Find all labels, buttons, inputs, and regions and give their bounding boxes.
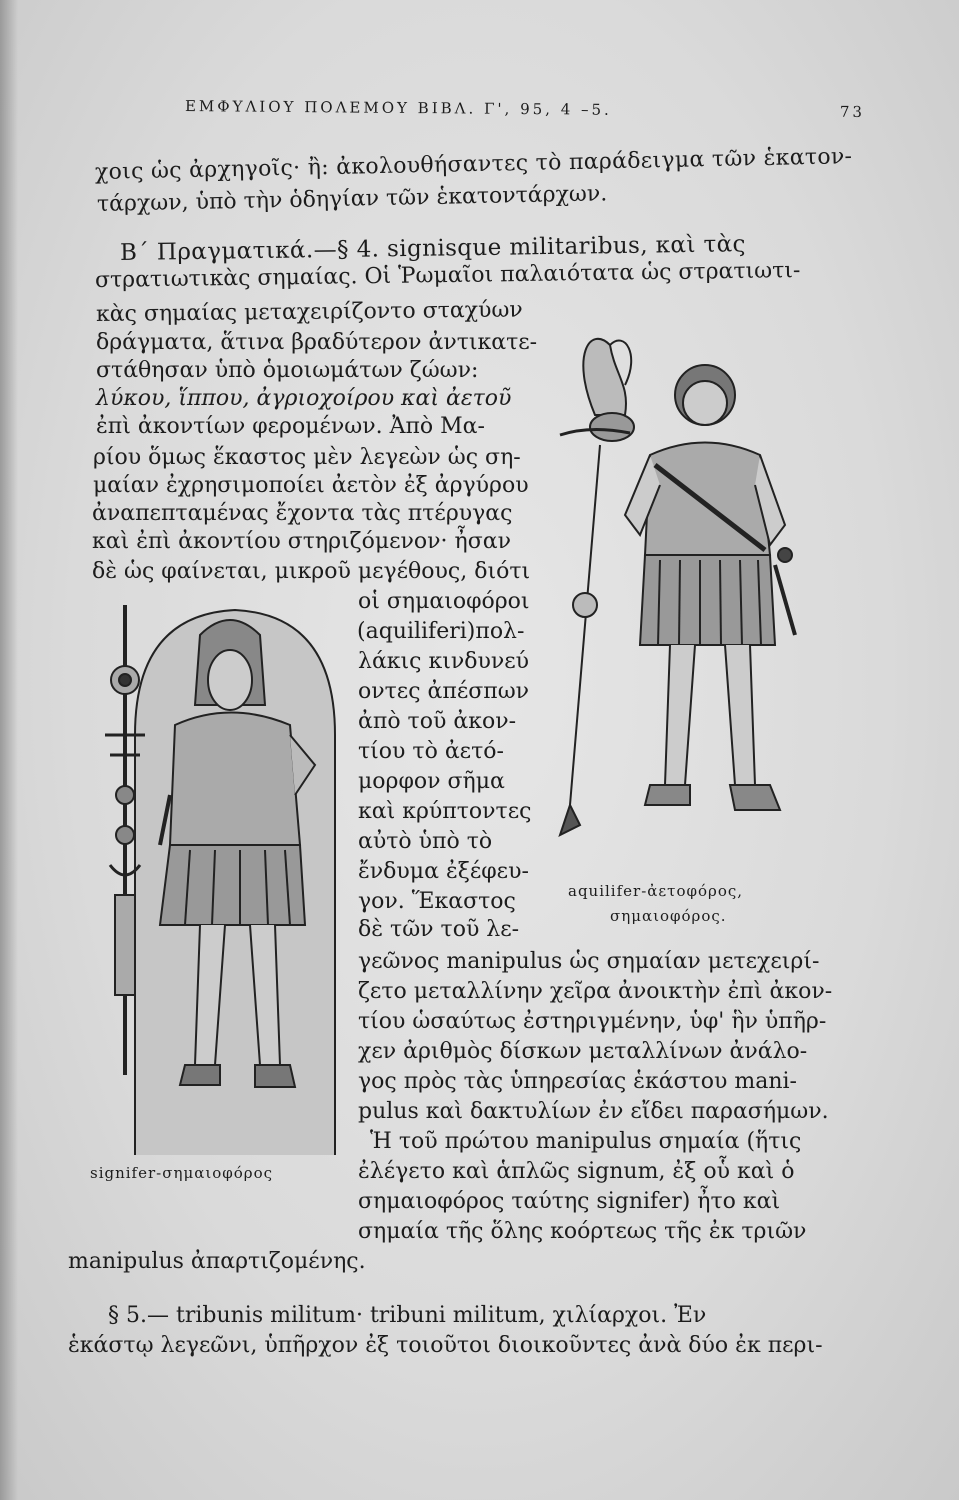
text-line: Ἡ τοῦ πρώτου manipulus σημαία (ἥτις (370, 1129, 802, 1154)
text-line: ἑκάστῳ λεγεῶνι, ὑπῆρχον ἐξ τοιοῦτοι διοικοῦντες ἀνὰ δύο ἐκ περι- (68, 1333, 823, 1358)
text-line: λύκου, ἵππου, ἀγριοχοίρου καὶ ἀετοῦ (96, 386, 512, 411)
text-line: manipulus ἀπαρτιζομένης. (68, 1249, 366, 1274)
text-line: οντες ἀπέσπων (358, 679, 530, 704)
text-line: ἐλέγετο καὶ ἁπλῶς signum, ἐξ οὗ καὶ ὁ (358, 1159, 795, 1184)
running-header (185, 97, 865, 121)
text-line: καὶ κρύπτοντες (358, 799, 532, 824)
text-line: μαίαν ἐχρησιμοποίει ἀετὸν ἐξ ἀργύρου (93, 473, 529, 498)
section-heading-line: Β΄ Πραγματικά.—§ 4. signisque militaribus, καὶ τὰς (119, 231, 747, 266)
text-line: δὲ τῶν τοῦ λε- (358, 917, 520, 942)
text-line: οἱ σημαιοφόροι (358, 589, 530, 614)
text-line: ζετο μεταλλίνην χεῖρα ἀνοικτὴν ἐπὶ ἀκον- (358, 979, 833, 1004)
text-line: χοις ὡς ἀρχηγοῖς· ἢ: ἀκολουθήσαντες τὸ παράδειγμα τῶν ἑκατον- (94, 144, 853, 185)
running-title: ΕΜΦΥΛΙΟΥ ΠΟΛΕΜΟΥ ΒΙΒΛ. Γ', 95, 4 –5. (184, 97, 612, 119)
text-line: σημαία τῆς ὅλης κοόρτεως τῆς ἐκ τριῶν (358, 1219, 807, 1244)
caption-signifer: signifer-σημαιοφόρος (90, 1164, 274, 1182)
caption-aquilifer-2: σημαιοφόρος. (610, 907, 727, 925)
text-line: χεν ἀριθμὸς δίσκων μεταλλίνων ἀνάλο- (358, 1039, 808, 1064)
caption-aquilifer: aquilifer-ἀετοφόρος, (568, 882, 744, 900)
text-line: τίου τὸ ἀετό- (358, 739, 504, 764)
text-line: ρίου ὅμως ἕκαστος μὲν λεγεὼν ὡς ση- (93, 445, 521, 470)
text-line: pulus καὶ δακτυλίων ἐν εἴδει παρασήμων. (358, 1099, 829, 1124)
signifer-illustration (90, 595, 345, 1155)
text-line: δὲ ὡς φαίνεται, μικροῦ μεγέθους, διότι (92, 559, 531, 584)
text-line: γον. Ἕκαστος (358, 889, 516, 914)
text-line: τίου ὡσαύτως ἐστηριγμένην, ὑφ' ἣν ὑπῆρ- (358, 1009, 827, 1034)
text-line: δράγματα, ἅτινα βραδύτερον ἀντικατε- (96, 330, 538, 355)
text-line: μορφον σῆμα (358, 769, 505, 794)
text-line: ἐπὶ ἀκοντίων φερομένων. Ἀπὸ Μα- (96, 414, 485, 439)
text-line: (aquiliferi)πολ- (357, 619, 525, 644)
text-line: γεῶνος manipulus ὡς σημαίαν μετεχειρί- (358, 949, 820, 974)
text-line: κὰς σημαίας μεταχειρίζοντο σταχύων (95, 297, 523, 327)
text-line: στάθησαν ὑπὸ ὁμοιωμάτων ζώων: (96, 358, 479, 383)
text-line: γος πρὸς τὰς ὑπηρεσίας ἑκάστου mani- (358, 1069, 797, 1094)
text-line: ἀπὸ τοῦ ἀκον- (358, 709, 516, 734)
page-number: 73 (839, 102, 866, 121)
text-line: στρατιωτικὰς σημαίας. Οἱ Ῥωμαῖοι παλαιότατα ὡς στρατιωτι- (94, 258, 801, 293)
text-line: αὐτὸ ὑπὸ τὸ (358, 829, 493, 854)
aquilifer-illustration (530, 315, 840, 875)
text-line: σημαιοφόρος ταύτης signifer) ἦτο καὶ (358, 1189, 781, 1214)
text-line: ἀναπεπταμένας ἔχοντα τὰς πτέρυγας (92, 501, 513, 526)
text-line: καὶ ἐπὶ ἀκοντίου στηριζόμενον· ἦσαν (92, 529, 511, 554)
text-line: λάκις κινδυνεύ (358, 649, 530, 674)
page-gutter-shadow (0, 0, 18, 1500)
text-line: ἔνδυμα ἐξέφευ- (358, 859, 529, 884)
text-line: τάρχων, ὑπὸ τὴν ὁδηγίαν τῶν ἑκατοντάρχων. (96, 181, 608, 217)
text-line: § 5.— tribunis militum· tribuni militum, χιλίαρχοι. Ἐν (108, 1303, 707, 1328)
